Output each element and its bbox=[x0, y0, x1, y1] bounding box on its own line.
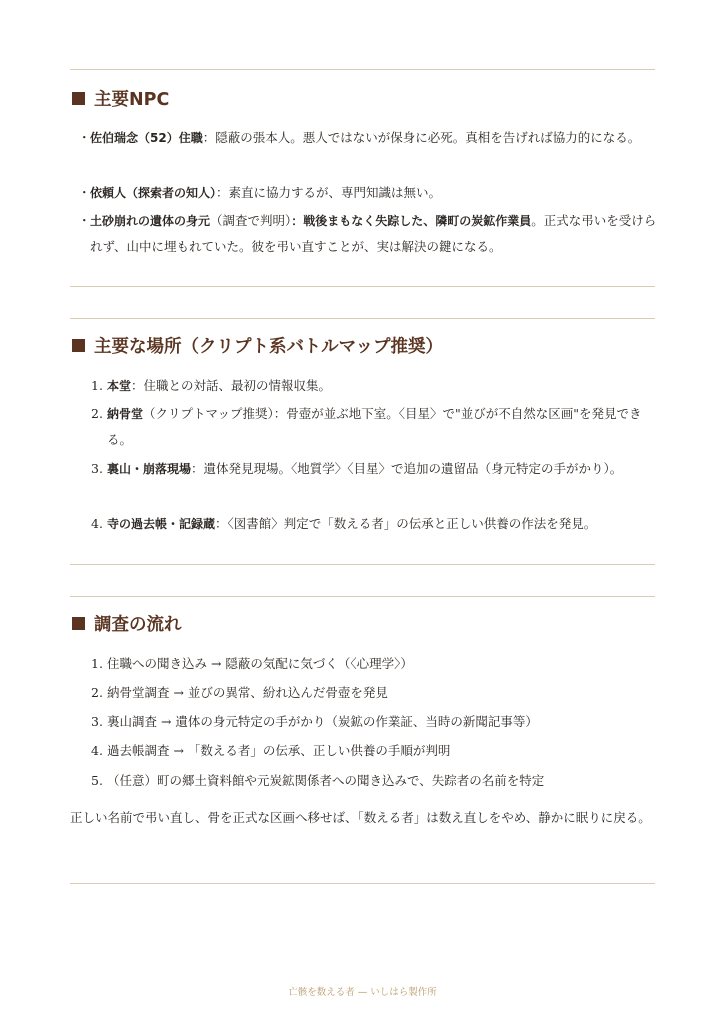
section-divider bbox=[70, 286, 655, 287]
npc-item bbox=[78, 208, 658, 260]
npc-description: ：素直に協力するが、専門知識は無い。 bbox=[216, 185, 442, 200]
list-number: 4. bbox=[91, 743, 103, 758]
list-number: 1. bbox=[91, 656, 103, 671]
npc-identity: ：戦後まもなく失踪した、隣町の炭鉱作業員 bbox=[291, 214, 532, 228]
place-description: （クリプトマップ推奨）：骨壺が並ぶ地下室。〈目星〉で"並びが不自然な区画"を発見できる。 bbox=[107, 406, 642, 447]
heading-text: 主要な場所（クリプト系バトルマップ推奨） bbox=[94, 336, 443, 357]
flow-step bbox=[91, 738, 656, 764]
place-description: ：〈図書館〉判定で「数える者」の伝承と正しい供養の作法を発見。 bbox=[215, 516, 597, 531]
section-divider bbox=[70, 564, 655, 565]
flow-step-text: 住職への聞き込み → 隠蔽の気配に気づく（〈心理学〉） bbox=[107, 656, 413, 671]
list-number: 2. bbox=[91, 406, 103, 421]
place-description: ：遺体発見現場。〈地質学〉〈目星〉で追加の遺留品（身元特定の手がかり）。 bbox=[191, 461, 623, 476]
flow-step-text: 裏山調査 → 遺体の身元特定の手がかり（炭鉱の作業証、当時の新聞記事等） bbox=[107, 714, 538, 729]
place-item bbox=[91, 373, 656, 399]
place-name: 本堂 bbox=[107, 379, 132, 393]
place-name: 裏山・崩落現場 bbox=[107, 462, 192, 476]
place-name: 寺の過去帳・記録蔵 bbox=[107, 517, 216, 531]
list-number: 2. bbox=[91, 685, 103, 700]
npc-description: 。正式な弔いを受けられず、山中に埋もれていた。彼を弔い直すことが、実は解決の鍵になる。 bbox=[90, 213, 657, 254]
npc-item bbox=[78, 125, 658, 151]
section-heading-npc bbox=[70, 84, 169, 112]
place-item bbox=[91, 511, 656, 537]
section-heading-places bbox=[70, 331, 443, 359]
section-divider bbox=[70, 883, 655, 884]
square-bullet-icon bbox=[72, 617, 85, 630]
list-number: 3. bbox=[91, 461, 103, 476]
place-item bbox=[91, 401, 656, 453]
flow-step-text: 過去帳調査 → 「数える者」の伝承、正しい供養の手順が判明 bbox=[107, 743, 451, 758]
npc-name: 佐伯瑞念（52）住職 bbox=[90, 131, 203, 145]
heading-text: 調査の流れ bbox=[94, 614, 182, 635]
page-footer: 亡骸を数える者 — いしはら製作所 bbox=[288, 987, 437, 998]
square-bullet-icon bbox=[72, 339, 85, 352]
square-bullet-icon bbox=[72, 92, 85, 105]
npc-description: ：隠蔽の張本人。悪人ではないが保身に必死。真相を告げれば協力的になる。 bbox=[202, 130, 641, 145]
flow-step bbox=[91, 680, 656, 706]
list-number: 4. bbox=[91, 516, 103, 531]
section-divider-top bbox=[70, 318, 655, 319]
section-divider-top bbox=[70, 69, 655, 70]
section-divider-top bbox=[70, 596, 655, 597]
flow-step bbox=[91, 651, 656, 677]
list-number: 1. bbox=[91, 378, 103, 393]
place-name: 納骨堂 bbox=[107, 407, 144, 421]
bullet-dot-icon: ・ bbox=[78, 130, 91, 145]
place-item bbox=[91, 456, 656, 482]
flow-step-text: （任意）町の郷土資料館や元炭鉱関係者への聞き込みで、失踪者の名前を特定 bbox=[107, 773, 545, 788]
flow-step bbox=[91, 768, 656, 794]
list-number: 5. bbox=[91, 773, 103, 788]
npc-item bbox=[78, 180, 658, 206]
place-description: ：住職との対話、最初の情報収集。 bbox=[131, 378, 332, 393]
npc-name: 依頼人（探索者の知人） bbox=[90, 186, 217, 200]
npc-name: 土砂崩れの遺体の身元 bbox=[90, 214, 211, 228]
bullet-dot-icon: ・ bbox=[78, 185, 91, 200]
section-heading-flow bbox=[70, 609, 182, 637]
heading-text: 主要NPC bbox=[94, 89, 170, 110]
flow-step-text: 納骨堂調査 → 並びの異常、紛れ込んだ骨壺を発見 bbox=[107, 685, 388, 700]
flow-step bbox=[91, 709, 656, 735]
list-number: 3. bbox=[91, 714, 103, 729]
bullet-dot-icon: ・ bbox=[78, 213, 91, 228]
flow-conclusion: 正しい名前で弔い直し、骨を正式な区画へ移せば、「数える者」は数え直しをやめ、静かに眠りに戻る。 bbox=[70, 810, 651, 825]
npc-note: （調査で判明） bbox=[210, 213, 292, 228]
